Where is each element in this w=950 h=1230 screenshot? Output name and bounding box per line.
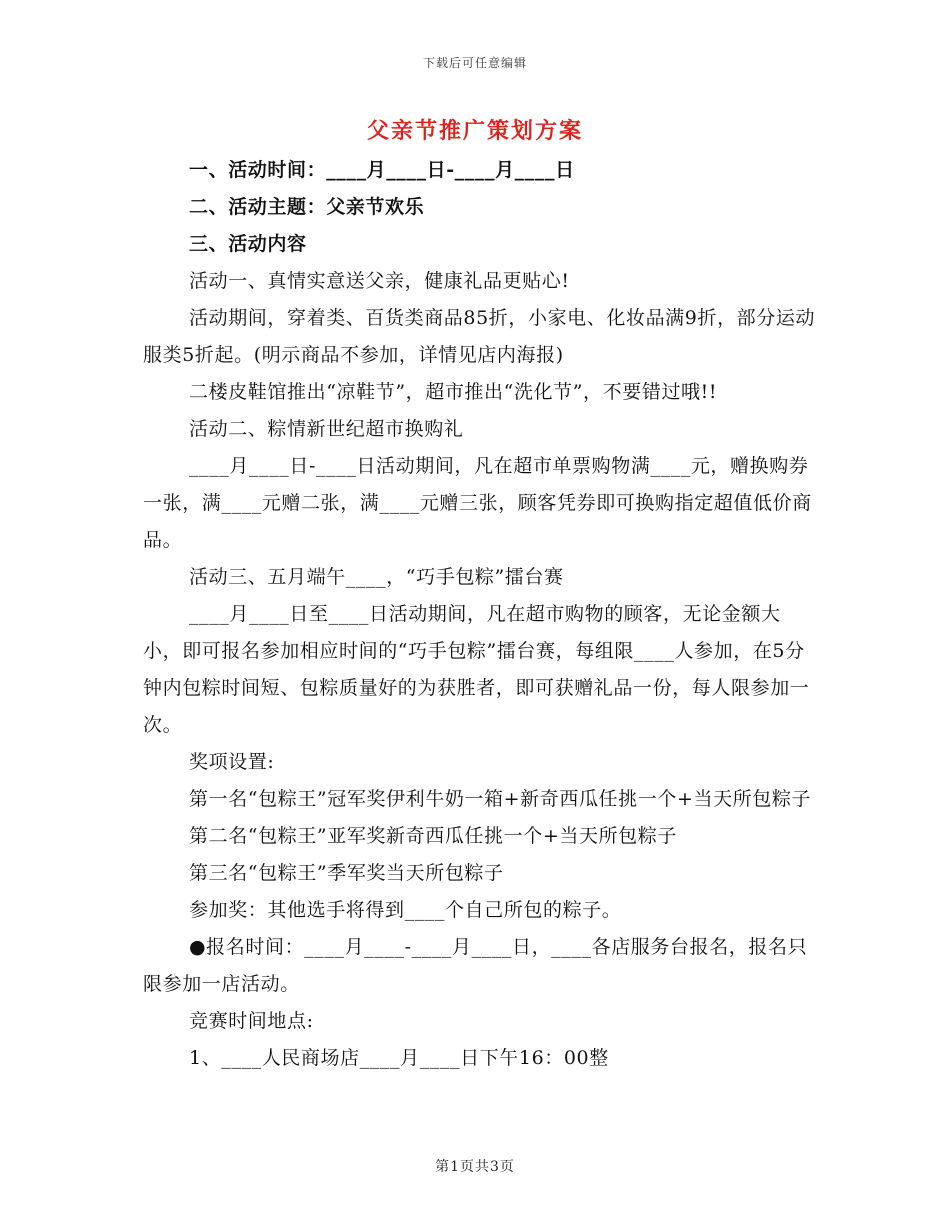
- body-paragraph: 第二名“包粽王”亚军奖新奇西瓜任挑一个+当天所包粽子: [189, 825, 677, 847]
- section-heading: 二、活动主题：父亲节欢乐: [189, 196, 425, 218]
- body-paragraph: 1、____人民商场店____月____日下午16：00整: [189, 1047, 609, 1069]
- body-paragraph: 奖项设置:: [189, 751, 275, 773]
- body-paragraph: ●报名时间：____月____-____月____日，____各店服务台报名，报名只限参加一店活动。: [143, 936, 808, 995]
- body-paragraph: 活动期间，穿着类、百货类商品85折，小家电、化妆品满9折，部分运动服类5折起。(明示商品不参加，详情见店内海报): [143, 307, 816, 366]
- body-paragraph: 竞赛时间地点:: [189, 1010, 314, 1032]
- body-paragraph: ____月____日至____日活动期间，凡在超市购物的顾客，无论金额大小，即可报名参加相应时间的“巧手包粽”擂台赛，每组限____人参加，在5分钟内包粽时间短、包粽质量好的为获胜者，即可获赠礼品一份，每人限参加一次。: [143, 603, 810, 736]
- body-paragraph: 参加奖：其他选手将得到____个自己所包的粽子。: [189, 899, 622, 921]
- document-body: [143, 152, 818, 1077]
- header-note: 下载后可任意编辑: [422, 56, 527, 70]
- section-heading: 一、活动时间：____月____日-____月____日: [189, 159, 575, 181]
- body-paragraph: 活动一、真情实意送父亲，健康礼品更贴心!: [189, 270, 570, 292]
- body-paragraph: 第三名“包粽王”季军奖当天所包粽子: [189, 862, 504, 884]
- body-paragraph: 活动三、五月端午____，“巧手包粽”擂台赛: [189, 566, 564, 588]
- section-heading: 三、活动内容: [189, 233, 307, 255]
- document-title: 父亲节推广策划方案: [366, 118, 583, 144]
- body-paragraph: 二楼皮鞋馆推出“凉鞋节”，超市推出“洗化节”，不要错过哦!!: [189, 381, 718, 403]
- body-paragraph: 活动二、粽情新世纪超市换购礼: [189, 418, 464, 440]
- page-footer: 第1页共3页: [435, 1159, 515, 1175]
- body-paragraph: 第一名“包粽王”冠军奖伊利牛奶一箱+新奇西瓜任挑一个+当天所包粽子: [189, 788, 812, 810]
- body-paragraph: ____月____日-____日活动期间，凡在超市单票购物满____元，赠换购券一张，满____元赠二张，满____元赠三张，顾客凭券即可换购指定超值低价商品。: [143, 455, 812, 551]
